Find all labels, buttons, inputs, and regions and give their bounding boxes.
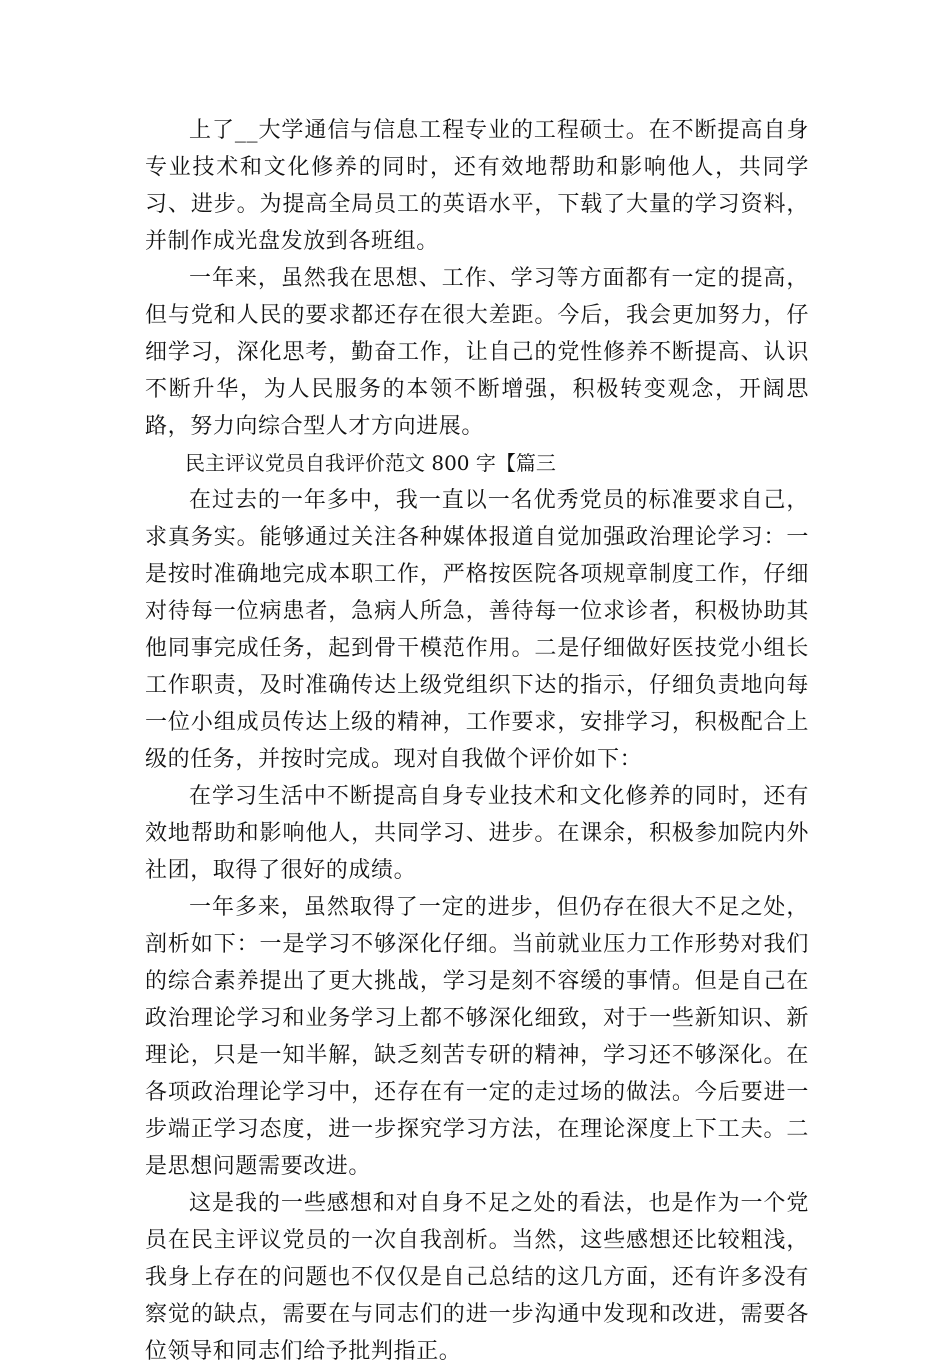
paragraph-degree: 上了__大学通信与信息工程专业的工程硕士。在不断提高自身专业技术和文化修养的同时，还有效地帮助和影响他人，共同学习、进步。为提高全局员工的英语水平，下载了大量的学习资料，并制作成光盘发放到各班组。: [145, 118, 809, 254]
paragraph-self-analysis: 一年多来，虽然取得了一定的进步，但仍存在很大不足之处，剖析如下：一是学习不够深化仔细。当前就业压力工作形势对我们的综合素养提出了更大挑战，学习是刻不容缓的事情。但是自己在政治理论学习和业务学习上都不够深化细致，对于一些新知识、新理论，只是一知半解，缺乏刻苦专研的精神，学习还不够深化。在各项政治理论学习中，还存在有一定的走过场的做法。今后要进一步端正学习态度，进一步探究学习方法，在理论深度上下工夫。二是思想问题需要改进。: [145, 895, 809, 1179]
paragraph-year-summary: 一年来，虽然我在思想、工作、学习等方面都有一定的提高，但与党和人民的要求都还存在很大差距。今后，我会更加努力，仔细学习，深化思考，勤奋工作，让自己的党性修养不断提高、认识不断升华，为人民服务的本领不断增强，积极转变观念，开阔思路，努力向综合型人才方向进展。: [145, 266, 809, 439]
document-body: [145, 112, 809, 1370]
section-heading: 民主评议党员自我评价范文 800 字【篇三: [185, 451, 556, 475]
paragraph-conclusion: 这是我的一些感想和对自身不足之处的看法，也是作为一个党员在民主评议党员的一次自我剖析。当然，这些感想还比较粗浅，我身上存在的问题也不仅仅是自己总结的这几方面，还有许多没有察觉的缺点，需要在与同志们的进一步沟通中发现和改进，需要各位领导和同志们给予批判指正。: [145, 1191, 809, 1364]
paragraph-study-life: 在学习生活中不断提高自身专业技术和文化修养的同时，还有效地帮助和影响他人，共同学习、进步。在课余，积极参加院内外社团，取得了很好的成绩。: [145, 784, 809, 883]
paragraph-past-year: 在过去的一年多中，我一直以一名优秀党员的标准要求自己，求真务实。能够通过关注各种媒体报道自觉加强政治理论学习：一是按时准确地完成本职工作，严格按医院各项规章制度工作，仔细对待每一位病患者，急病人所急，善待每一位求诊者，积极协助其他同事完成任务，起到骨干模范作用。二是仔细做好医技党小组长工作职责，及时准确传达上级党组织下达的指示，仔细负责地向每一位小组成员传达上级的精神，工作要求，安排学习，积极配合上级的任务，并按时完成。现对自我做个评价如下：: [145, 488, 809, 772]
